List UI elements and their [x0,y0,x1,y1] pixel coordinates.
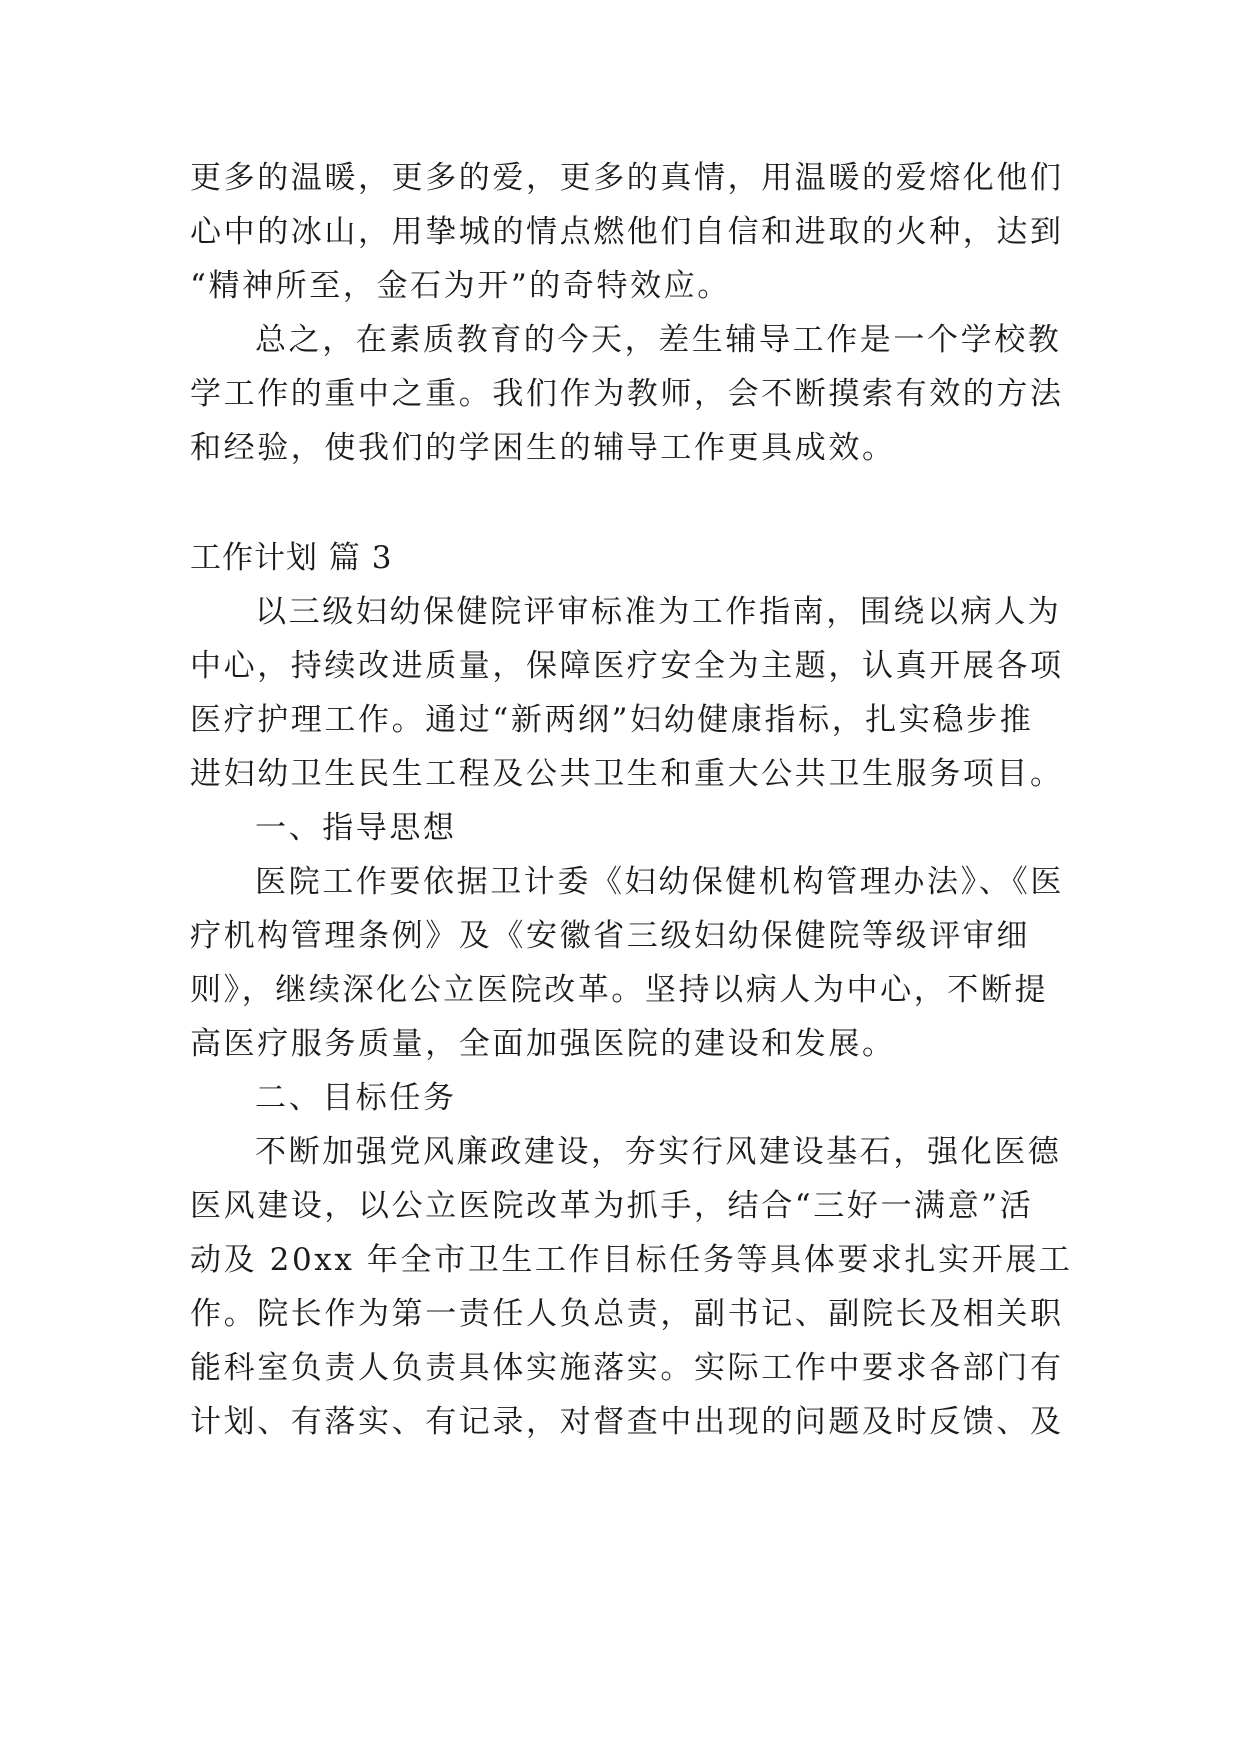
text-line: 疗机构管理条例》及《安徽省三级妇幼保健院等级评审细 [190,918,1030,954]
text-line: 医风建设，以公立医院改革为抓手，结合“三好一满意”活 [190,1188,1034,1224]
text-line: 心中的冰山，用挚城的情点燃他们自信和进取的火种，达到 [190,214,1064,250]
text-line: 作。院长作为第一责任人负总责，副书记、副院长及相关职 [190,1296,1064,1332]
text-line: 高医疗服务质量，全面加强医院的建设和发展。 [190,1026,896,1062]
paragraph-start-line: 以三级妇幼保健院评审标准为工作指南，围绕以病人为 [255,594,1062,630]
paragraph-start-line: 医院工作要依据卫计委《妇幼保健机构管理办法》、《医 [255,864,1064,900]
text-line: “精神所至，金石为开”的奇特效应。 [190,268,731,304]
text-line: 能科室负责人负责具体实施落实。实际工作中要求各部门有 [190,1350,1064,1386]
paragraph-start-line: 总之，在素质教育的今天，差生辅导工作是一个学校教 [255,322,1062,358]
section-title: 工作计划 篇 3 [190,540,393,576]
subsection-heading: 一、指导思想 [255,810,457,846]
text-line: 进妇幼卫生民生工程及公共卫生和重大公共卫生服务项目。 [190,756,1064,792]
text-line: 学工作的重中之重。我们作为教师，会不断摸索有效的方法 [190,376,1064,412]
text-line: 医疗护理工作。通过“新两纲”妇幼健康指标，扎实稳步推 [190,702,1034,738]
text-line: 动及 20xx 年全市卫生工作目标任务等具体要求扎实开展工 [190,1242,1073,1278]
text-line: 更多的温暖，更多的爱，更多的真情，用温暖的爱熔化他们 [190,160,1064,196]
text-line: 中心，持续改进质量，保障医疗安全为主题，认真开展各项 [190,648,1064,684]
text-line: 和经验，使我们的学困生的辅导工作更具成效。 [190,430,896,466]
text-line: 计划、有落实、有记录，对督查中出现的问题及时反馈、及 [190,1404,1064,1440]
paragraph-start-line: 不断加强党风廉政建设，夯实行风建设基石，强化医德 [255,1134,1062,1170]
subsection-heading: 二、目标任务 [255,1080,457,1116]
text-line: 则》，继续深化公立医院改革。坚持以病人为中心，不断提 [190,972,1049,1008]
